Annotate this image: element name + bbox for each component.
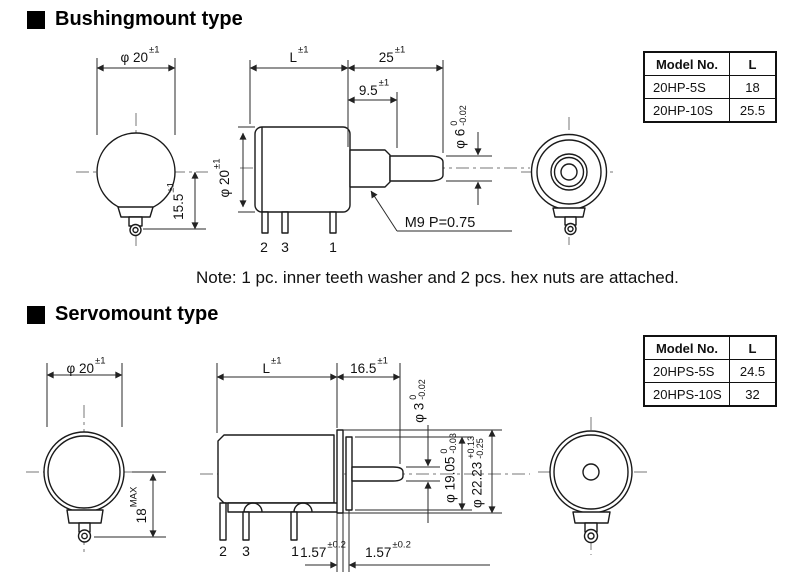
table-cell-model: 20HP-5S xyxy=(645,75,729,98)
dim-label-flange-thickness-2: $1.57^{\pm 0.2}$ xyxy=(365,539,411,560)
bushingmount-front-view-drawing xyxy=(60,40,225,255)
dim-label-front-diameter: φ $20^{\pm 1}$ xyxy=(66,355,106,376)
dim-label-front-diameter: φ $20^{\pm 1}$ xyxy=(120,44,160,65)
table-cell-l: 24.5 xyxy=(729,359,775,382)
table-header-model: Model No. xyxy=(655,340,719,356)
table-cell-l: 32 xyxy=(729,382,775,405)
pin-label-1: 1 xyxy=(291,543,299,559)
servomount-heading-label: Servomount type xyxy=(55,303,219,325)
dim-label-front-height: $18^{MAX}$ xyxy=(128,486,149,524)
servomount-heading xyxy=(27,303,218,326)
bushingmount-rear-view-drawing xyxy=(505,105,635,255)
servomount-front-view-drawing xyxy=(20,355,205,560)
bushingmount-spec-table xyxy=(643,51,777,123)
bushingmount-heading xyxy=(27,8,243,31)
table-cell-model: 20HP-10S xyxy=(645,98,729,121)
table-header-model: Model No. xyxy=(655,56,719,72)
dim-label-shaft-25: $25^{\pm 1}$ xyxy=(378,44,406,65)
table-cell-l: 18 xyxy=(729,75,775,98)
dim-label-bushing-9-5: $9.5^{\pm 1}$ xyxy=(358,77,390,98)
attachment-note: Note: 1 pc. inner teeth washer and 2 pcs. hex nuts are attached. xyxy=(196,268,679,287)
servomount-spec-table xyxy=(643,335,777,407)
dim-label-shaft-16-5: $16.5^{\pm 1}$ xyxy=(350,355,388,376)
pin-label-3: 3 xyxy=(281,239,289,255)
heading-square-icon xyxy=(27,11,45,29)
bushingmount-heading-label: Bushingmount type xyxy=(55,8,243,30)
dim-label-flange-thickness-1: $1.57^{\pm 0.2}$ xyxy=(300,539,346,560)
dim-label-length-L: $L^{\pm 1}$ xyxy=(289,44,309,65)
dim-label-shaft-diameter-3: φ 3 0 -0.02 xyxy=(408,379,427,423)
thread-spec-label: M9 P=0.75 xyxy=(404,214,476,231)
table-cell-model: 20HPS-5S xyxy=(645,359,729,382)
dim-label-shaft-diameter-6: φ 6 0 -0.02 xyxy=(449,105,468,149)
pin-label-2: 2 xyxy=(219,543,227,559)
dim-label-front-height: $15.5^{\pm 1}$ xyxy=(165,182,186,220)
pin-label-1: 1 xyxy=(329,239,337,255)
dim-label-body-diameter: φ $20^{\pm 1}$ xyxy=(211,158,232,198)
dim-label-flange-diameter-22-23: φ 22.23 +0.13 -0.25 xyxy=(466,435,485,509)
pin-label-3: 3 xyxy=(242,543,250,559)
dim-label-length-L: $L^{\pm 1}$ xyxy=(262,355,282,376)
table-cell-l: 25.5 xyxy=(729,98,775,121)
dim-label-pilot-diameter-19-05: φ 19.05 0 -0.03 xyxy=(439,433,458,503)
table-header-l: L xyxy=(729,53,775,75)
servomount-rear-view-drawing xyxy=(535,405,665,560)
pin-label-2: 2 xyxy=(260,239,268,255)
table-header-l: L xyxy=(729,337,775,359)
table-cell-model: 20HPS-10S xyxy=(645,382,729,405)
heading-square-icon xyxy=(27,306,45,324)
